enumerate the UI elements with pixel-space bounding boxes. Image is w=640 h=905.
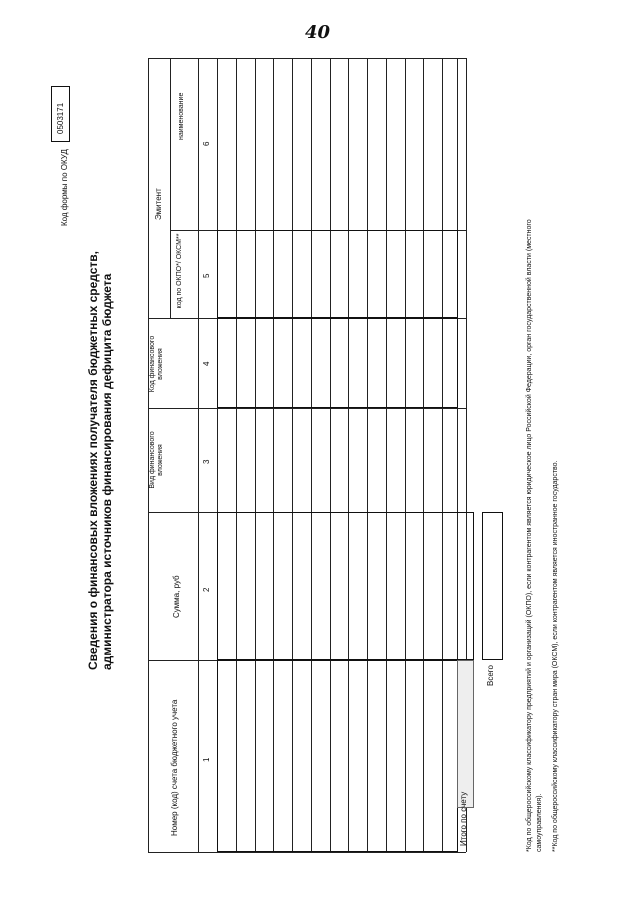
header-col5 — [176, 228, 184, 314]
column-number-6: 6 — [202, 141, 211, 146]
column-number-2: 2 — [202, 587, 211, 592]
footnote-1-cont: самоуправления). — [536, 793, 543, 852]
footnote-1: *Код по общероссийскому классификатору предприятий и организаций (ОКПО), если контрагентом является юридическое лицо Российской Федерации, орган государственной власти (местного — [526, 219, 533, 852]
table-line — [148, 58, 466, 59]
page-title-line1: Сведения о финансовых вложениях получателя бюджетных средств, — [86, 250, 100, 670]
column-number-5: 5 — [202, 273, 211, 278]
table-line — [148, 408, 466, 409]
header-col3 — [149, 420, 165, 500]
grand-total-cell — [482, 512, 503, 660]
table-line — [170, 58, 171, 318]
col2-data-frame — [217, 512, 474, 660]
header-col4-text: Код финансового вложения — [149, 335, 164, 393]
grand-total-label: Всего — [486, 665, 495, 686]
total-by-account-grey-cell — [457, 660, 474, 808]
table-line — [198, 58, 199, 852]
footnote-2: **Код по общероссийскому классификатору стран мира (ОКСМ), если контрагентом является иностранное государство. — [552, 460, 559, 852]
header-col5-text: код по ОКПО*/ ОКСМ** — [176, 233, 183, 309]
form-code-label: Код формы по ОКУД — [60, 149, 69, 226]
col4-data-frame — [217, 318, 458, 408]
page-number: 40 — [305, 22, 331, 43]
header-col4 — [149, 324, 165, 404]
header-col1: Номер (код) счета бюджетного учета — [170, 699, 179, 836]
header-col2: Сумма, руб — [172, 575, 181, 618]
header-col3-text: Вид финансового вложения — [149, 431, 164, 489]
page-title-line2: администратора источников финансирования дефицита бюджета — [100, 273, 114, 670]
header-col6: наименование — [178, 92, 185, 140]
page-title — [86, 250, 114, 670]
form-code-value: 0503171 — [56, 102, 65, 134]
table-line — [148, 852, 466, 853]
column-number-4: 4 — [202, 361, 211, 366]
col1-data-frame — [217, 660, 458, 852]
total-by-account-label: Итого по счету — [459, 791, 468, 846]
column-number-3: 3 — [202, 459, 211, 464]
col5-data-frame — [217, 230, 458, 318]
column-number-1: 1 — [202, 757, 211, 762]
header-issuer: Эмитент — [154, 188, 163, 220]
